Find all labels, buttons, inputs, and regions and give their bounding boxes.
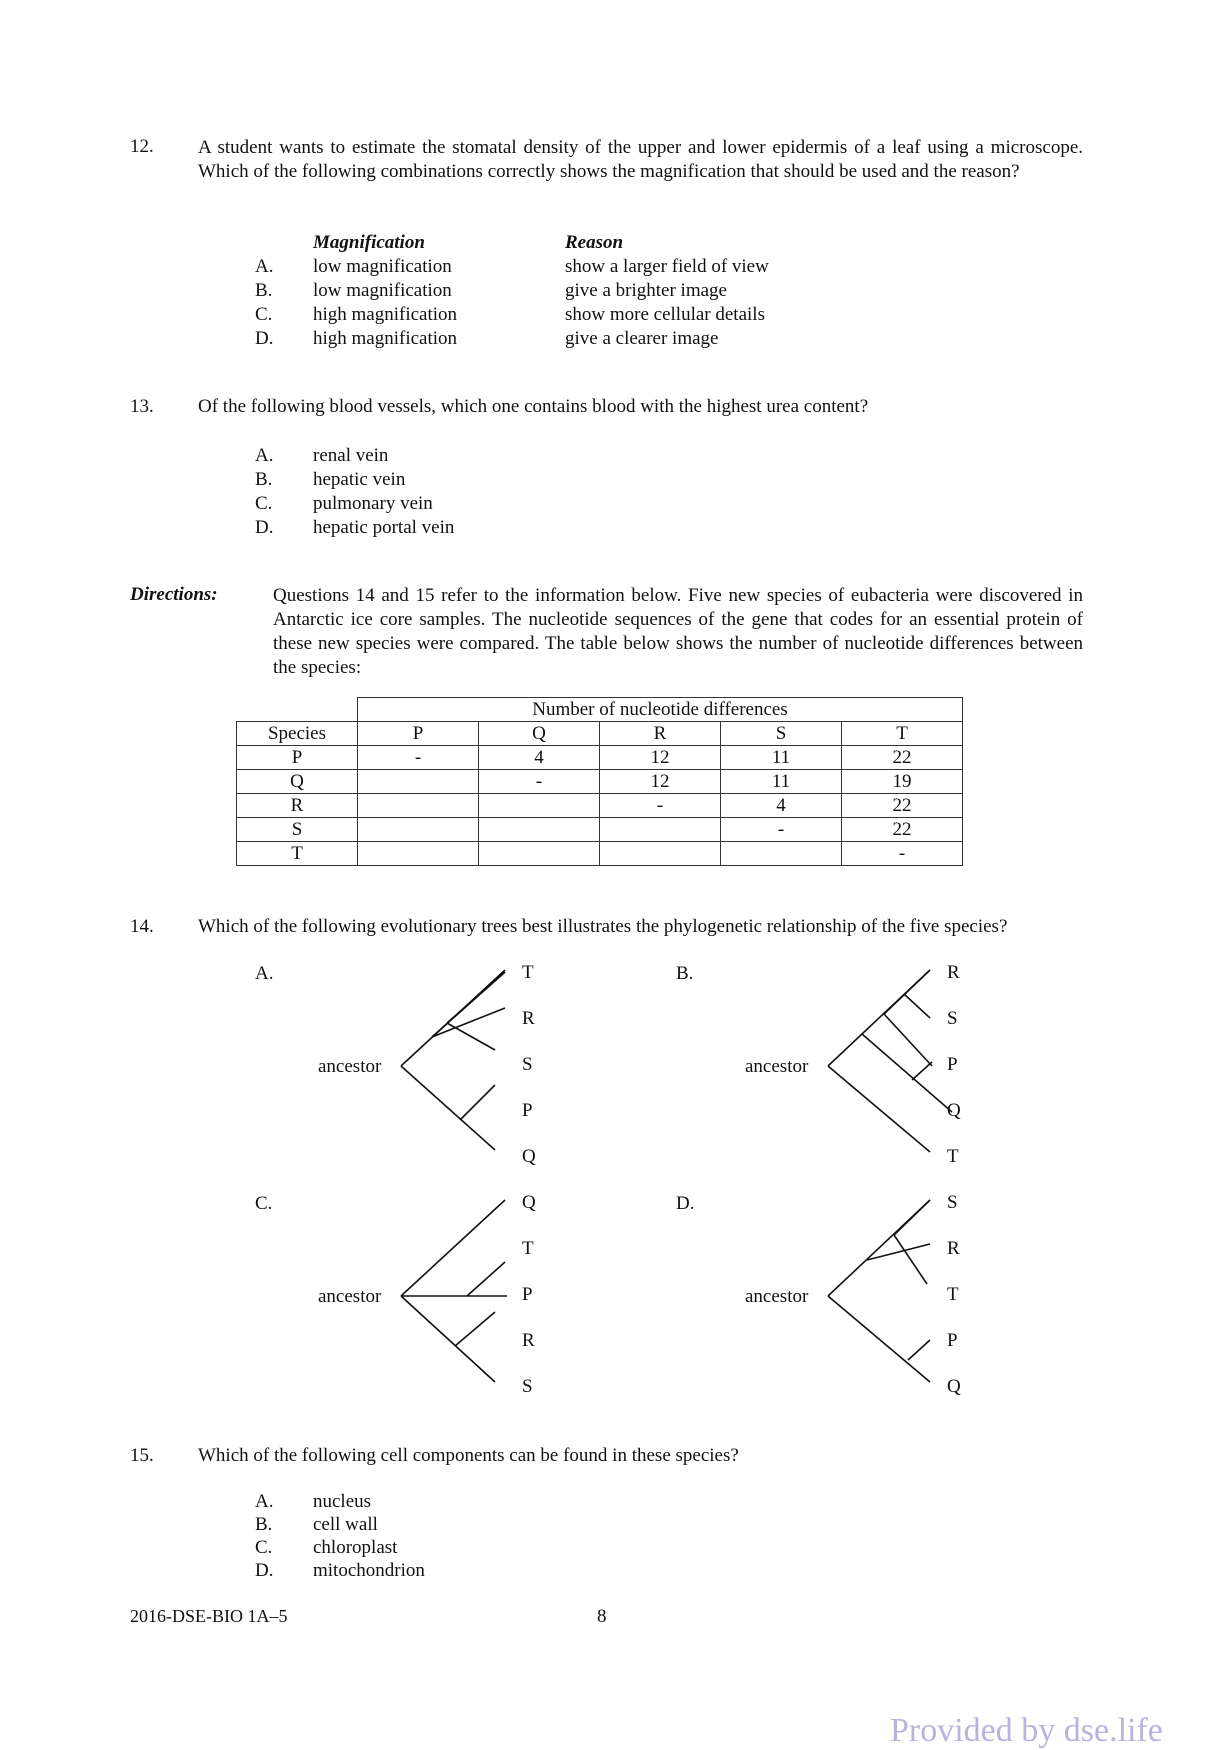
q13-number: 13. bbox=[130, 396, 154, 417]
tree-d-leaf: P bbox=[947, 1330, 958, 1351]
q15-option-b-letter: B. bbox=[255, 1514, 273, 1535]
table-row bbox=[237, 746, 963, 770]
table-cell: - bbox=[842, 842, 963, 866]
table-cell: 11 bbox=[721, 746, 842, 770]
tree-a-leaf: Q bbox=[522, 1146, 536, 1167]
table-span-header: Number of nucleotide differences bbox=[358, 698, 963, 722]
table-row bbox=[237, 794, 963, 818]
q12-option-a-letter: A. bbox=[255, 256, 274, 277]
table-row-species: P bbox=[237, 746, 358, 770]
table-column-header-row bbox=[237, 722, 963, 746]
q15-option-a-text: nucleus bbox=[313, 1491, 372, 1512]
tree-b-leaf: P bbox=[947, 1054, 958, 1075]
tree-a-letter: A. bbox=[255, 963, 274, 984]
tree-a-ancestor-label: ancestor bbox=[318, 1056, 382, 1077]
q15-option-b-text: cell wall bbox=[313, 1514, 378, 1535]
tree-d-leaf: T bbox=[947, 1284, 959, 1305]
q12-option-d-letter: D. bbox=[255, 328, 274, 349]
table-column-header: Q bbox=[479, 722, 600, 746]
tree-b-leaf: Q bbox=[947, 1100, 961, 1121]
table-row-species: T bbox=[237, 842, 358, 866]
table-column-header: T bbox=[842, 722, 963, 746]
table-cell bbox=[358, 818, 479, 842]
q13-option-b-letter: B. bbox=[255, 469, 273, 490]
table-row-header: Species bbox=[237, 722, 358, 746]
table-column-header: R bbox=[600, 722, 721, 746]
tree-d-letter: D. bbox=[676, 1193, 695, 1214]
table-column-header: S bbox=[721, 722, 842, 746]
q12-option-b-reason: give a brighter image bbox=[565, 280, 727, 301]
nucleotide-differences-table bbox=[236, 697, 963, 866]
table-row bbox=[237, 770, 963, 794]
tree-b-letter: B. bbox=[676, 963, 694, 984]
q13-option-d-text: hepatic portal vein bbox=[313, 517, 455, 538]
q14-number: 14. bbox=[130, 916, 154, 937]
table-cell: 22 bbox=[842, 746, 963, 770]
q12-option-a-reason: show a larger field of view bbox=[565, 256, 769, 277]
tree-c-letter: C. bbox=[255, 1193, 273, 1214]
tree-c-leaf: S bbox=[522, 1376, 533, 1397]
q15-option-a-letter: A. bbox=[255, 1491, 274, 1512]
tree-a-leaf: S bbox=[522, 1054, 533, 1075]
table-cell: 19 bbox=[842, 770, 963, 794]
table-cell: 22 bbox=[842, 794, 963, 818]
q13-question: Of the following blood vessels, which one contains blood with the highest urea content? bbox=[198, 396, 869, 417]
q13-option-b-text: hepatic vein bbox=[313, 469, 406, 490]
table-cell: - bbox=[479, 770, 600, 794]
page-number: 8 bbox=[597, 1606, 607, 1627]
table-cell: 22 bbox=[842, 818, 963, 842]
table-cell bbox=[358, 794, 479, 818]
table-cell: - bbox=[358, 746, 479, 770]
q12-option-c-letter: C. bbox=[255, 304, 273, 325]
tree-c-leaf: Q bbox=[522, 1192, 536, 1213]
tree-c-leaf: R bbox=[522, 1330, 535, 1351]
q15-option-d-letter: D. bbox=[255, 1560, 274, 1581]
table-cell bbox=[479, 818, 600, 842]
q12-option-c-magnification: high magnification bbox=[313, 304, 458, 325]
table-cell: 4 bbox=[479, 746, 600, 770]
table-row-species: Q bbox=[237, 770, 358, 794]
table-cell bbox=[358, 770, 479, 794]
table-cell bbox=[479, 842, 600, 866]
tree-a-leaf: P bbox=[522, 1100, 533, 1121]
tree-b-leaf: S bbox=[947, 1008, 958, 1029]
q12-option-c-reason: show more cellular details bbox=[565, 304, 765, 325]
q12-question: A student wants to estimate the stomatal density of the upper and lower epidermis of a leaf using a microscope. Which of the following combinations correctly shows the magnification that should be used and the reason? bbox=[198, 137, 1083, 182]
q13-option-c-letter: C. bbox=[255, 493, 273, 514]
tree-d-leaf: R bbox=[947, 1238, 960, 1259]
table-row-species: S bbox=[237, 818, 358, 842]
table-column-header: P bbox=[358, 722, 479, 746]
q12-option-b-letter: B. bbox=[255, 280, 273, 301]
q15-question: Which of the following cell components can be found in these species? bbox=[198, 1445, 739, 1466]
table-row bbox=[237, 818, 963, 842]
q13-option-d-letter: D. bbox=[255, 517, 274, 538]
tree-a-leaf: T bbox=[522, 962, 534, 983]
table-cell: 11 bbox=[721, 770, 842, 794]
table-cell bbox=[479, 794, 600, 818]
watermark: Provided by dse.life bbox=[890, 1712, 1163, 1749]
tree-b-leaf: T bbox=[947, 1146, 959, 1167]
q12-reason-header: Reason bbox=[565, 232, 624, 253]
table-span-header-row bbox=[237, 698, 963, 722]
q13-option-a-text: renal vein bbox=[313, 445, 389, 466]
table-cell: 12 bbox=[600, 770, 721, 794]
q12-magnification-header: Magnification bbox=[313, 232, 425, 253]
directions-label: Directions: bbox=[130, 584, 218, 605]
q12-number: 12. bbox=[130, 136, 154, 157]
table-cell bbox=[721, 842, 842, 866]
table-cell bbox=[600, 842, 721, 866]
tree-d-leaf: Q bbox=[947, 1376, 961, 1397]
tree-b-ancestor-label: ancestor bbox=[745, 1056, 809, 1077]
table-cell bbox=[600, 818, 721, 842]
tree-a-leaf: R bbox=[522, 1008, 535, 1029]
q15-option-c-text: chloroplast bbox=[313, 1537, 398, 1558]
table-cell bbox=[358, 842, 479, 866]
q12-option-b-magnification: low magnification bbox=[313, 280, 452, 301]
q13-option-c-text: pulmonary vein bbox=[313, 493, 433, 514]
table-row-species: R bbox=[237, 794, 358, 818]
directions-text: Questions 14 and 15 refer to the information below. Five new species of eubacteria were discovered in Antarctic ice core samples. The nucleotide sequences of the gene that codes for an essential protein of these new species were compared. The table below shows the number of nucleotide differences between the species: bbox=[273, 585, 1083, 678]
q15-number: 15. bbox=[130, 1445, 154, 1466]
table-cell: 12 bbox=[600, 746, 721, 770]
tree-c-leaf: T bbox=[522, 1238, 534, 1259]
q15-option-d-text: mitochondrion bbox=[313, 1560, 425, 1581]
q12-option-d-magnification: high magnification bbox=[313, 328, 458, 349]
tree-d-ancestor-label: ancestor bbox=[745, 1286, 809, 1307]
tree-c-leaf: P bbox=[522, 1284, 533, 1305]
q15-option-c-letter: C. bbox=[255, 1537, 273, 1558]
q12-option-d-reason: give a clearer image bbox=[565, 328, 719, 349]
table-row bbox=[237, 842, 963, 866]
table-cell: - bbox=[600, 794, 721, 818]
tree-b-leaf: R bbox=[947, 962, 960, 983]
q13-option-a-letter: A. bbox=[255, 445, 274, 466]
table-cell: 4 bbox=[721, 794, 842, 818]
q14-question: Which of the following evolutionary trees best illustrates the phylogenetic relationship of the five species? bbox=[198, 916, 1008, 937]
table-cell: - bbox=[721, 818, 842, 842]
tree-c-ancestor-label: ancestor bbox=[318, 1286, 382, 1307]
tree-d-leaf: S bbox=[947, 1192, 958, 1213]
paper-code: 2016-DSE-BIO 1A–5 bbox=[130, 1606, 288, 1626]
q12-option-a-magnification: low magnification bbox=[313, 256, 452, 277]
